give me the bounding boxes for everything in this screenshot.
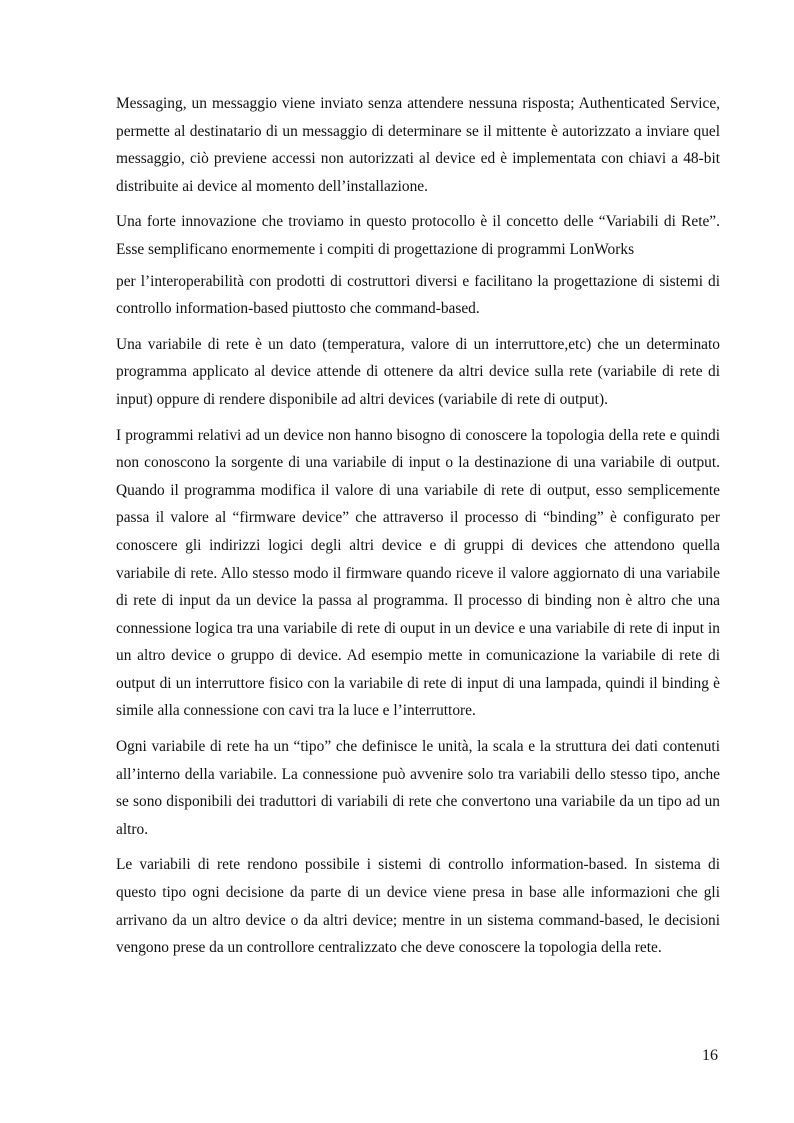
paragraph-interoperability: per l’interoperabilità con prodotti di costruttori diversi e facilitano la progettazione di sistemi di controllo information-based piuttosto che command-based. bbox=[116, 272, 720, 318]
paragraph-network-variables-intro: Una forte innovazione che troviamo in questo protocollo è il concetto delle “Variabili di Rete”. Esse semplificano enormemente i compiti di progettazione di programmi LonWorks bbox=[116, 213, 720, 258]
page-body bbox=[116, 90, 720, 970]
paragraph-variable-type: Ogni variabile di rete ha un “tipo” che definisce le unità, la scala e la struttura dei dati contenuti all’interno della variabile. La connessione può avvenire solo tra variabili dello stesso tipo, anche se sono disponibili dei traduttori di variabili di rete che convertono una variabile da un tipo ad un altro. bbox=[116, 738, 720, 838]
paragraph-binding: I programmi relativi ad un device non hanno bisogno di conoscere la topologia della rete e quindi non conoscono la sorgente di una variabile di input o la destinazione di una variabile di output. Quando il programma modifica il valore di una variabile di rete di output, esso semplicemente passa il valore al “firmware device” che attraverso il processo di “binding” è configurato per conoscere gli indirizzi logici degli altri device e di gruppi di devices che attendono quella variabile di rete. Allo stesso modo il firmware quando riceve il valore aggiornato di una variabile di rete di input da un device la passa al programma. Il processo di binding non è altro che una connessione logica tra una variabile di rete di ouput in un device e una variabile di rete di input in un altro device o gruppo di device. Ad esempio mette in comunicazione la variabile di rete di output di un interruttore fisico con la variabile di rete di input di una lampada, quindi il binding è simile alla connessione con cavi tra la luce e l’interruttore. bbox=[116, 426, 720, 720]
paragraph-variable-definition: Una variabile di rete è un dato (temperatura, valore di un interruttore,etc) che un determinato programma applicato al device attende di ottenere da altri device sulla rete (variabile di rete di input) oppure di rendere disponibile ad altri devices (variabile di rete di output). bbox=[116, 335, 720, 408]
paragraph-information-based: Le variabili di rete rendono possibile i sistemi di controllo information-based. In sistema di questo tipo ogni decisione da parte di un device viene presa in base alle informazioni che gli arrivano da un altro device o da altri device; mentre in un sistema command-based, le decisioni vengono prese da un controllore centralizzato che deve conoscere la topologia della rete. bbox=[116, 856, 720, 957]
page-number: 16 bbox=[702, 1047, 718, 1064]
paragraph-messaging: Messaging, un messaggio viene inviato senza attendere nessuna risposta; Authenticated Service, permette al destinatario di un messaggio di determinare se il mittente è autorizzato a inviare quel messaggio, ciò previene accessi non autorizzati al device ed è implementata con chiavi a 48-bit distribuite ai device al momento dell’installazione. bbox=[116, 95, 720, 195]
